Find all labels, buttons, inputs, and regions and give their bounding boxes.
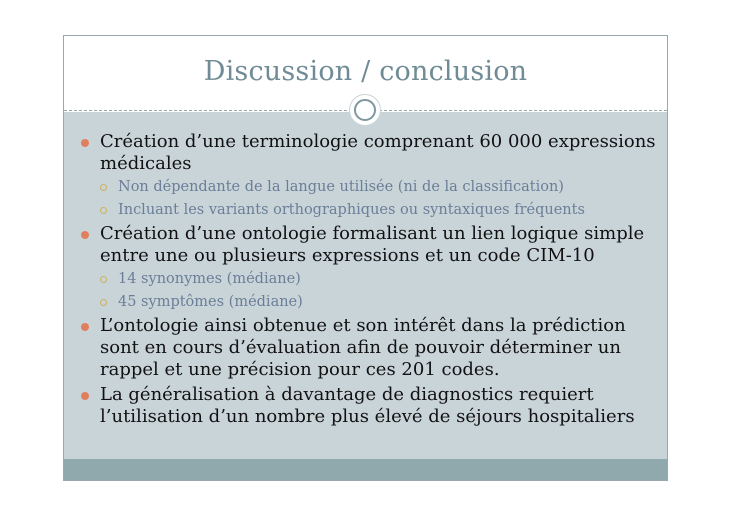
slide-title: Discussion / conclusion — [203, 56, 528, 87]
bullet-terminologie — [78, 131, 663, 175]
footer-bar — [64, 459, 667, 480]
bullet-generalisation — [78, 384, 663, 428]
bullet-text: L’ontologie ainsi obtenue et son intérêt dans la prédiction sont en cours d’évaluation afin de pouvoir déterminer un rappel et une précision pour ces 201 codes. — [100, 315, 626, 380]
slide — [63, 35, 668, 481]
bullet-dot-icon — [81, 139, 89, 147]
bullet-text: Création d’une terminologie comprenant 60 000 expressions médicales — [100, 131, 656, 174]
sub-bullet-text: Non dépendante de la langue utilisée (ni de la classification) — [118, 179, 564, 195]
bullet-evaluation — [78, 315, 663, 381]
sub-bullet-text: Incluant les variants orthographiques ou syntaxiques fréquents — [118, 202, 585, 218]
divider-circle-inner — [354, 99, 376, 121]
sub-bullet-text: 14 synonymes (médiane) — [118, 271, 301, 287]
bullet-dot-icon — [81, 392, 89, 400]
sub-bullet-ring-icon — [100, 184, 107, 191]
sub-bullet-langue — [78, 176, 663, 199]
bullet-text: Création d’une ontologie formalisant un lien logique simple entre une ou plusieurs expressions et un code CIM-10 — [100, 223, 645, 266]
divider-circle-ornament — [349, 94, 381, 126]
sub-bullet-variants — [78, 199, 663, 222]
bullet-ontologie — [78, 223, 663, 267]
sub-bullet-text: 45 symptômes (médiane) — [118, 294, 303, 310]
slide-content — [78, 131, 663, 429]
sub-bullet-synonymes — [78, 268, 663, 291]
bullet-dot-icon — [81, 231, 89, 239]
sub-bullet-ring-icon — [100, 299, 107, 306]
bullet-text: La généralisation à davantage de diagnostics requiert l’utilisation d’un nombre plus élevé de séjours hospitaliers — [100, 384, 635, 427]
sub-bullet-symptomes — [78, 291, 663, 314]
sub-bullet-ring-icon — [100, 207, 107, 214]
bullet-dot-icon — [81, 323, 89, 331]
sub-bullet-ring-icon — [100, 276, 107, 283]
